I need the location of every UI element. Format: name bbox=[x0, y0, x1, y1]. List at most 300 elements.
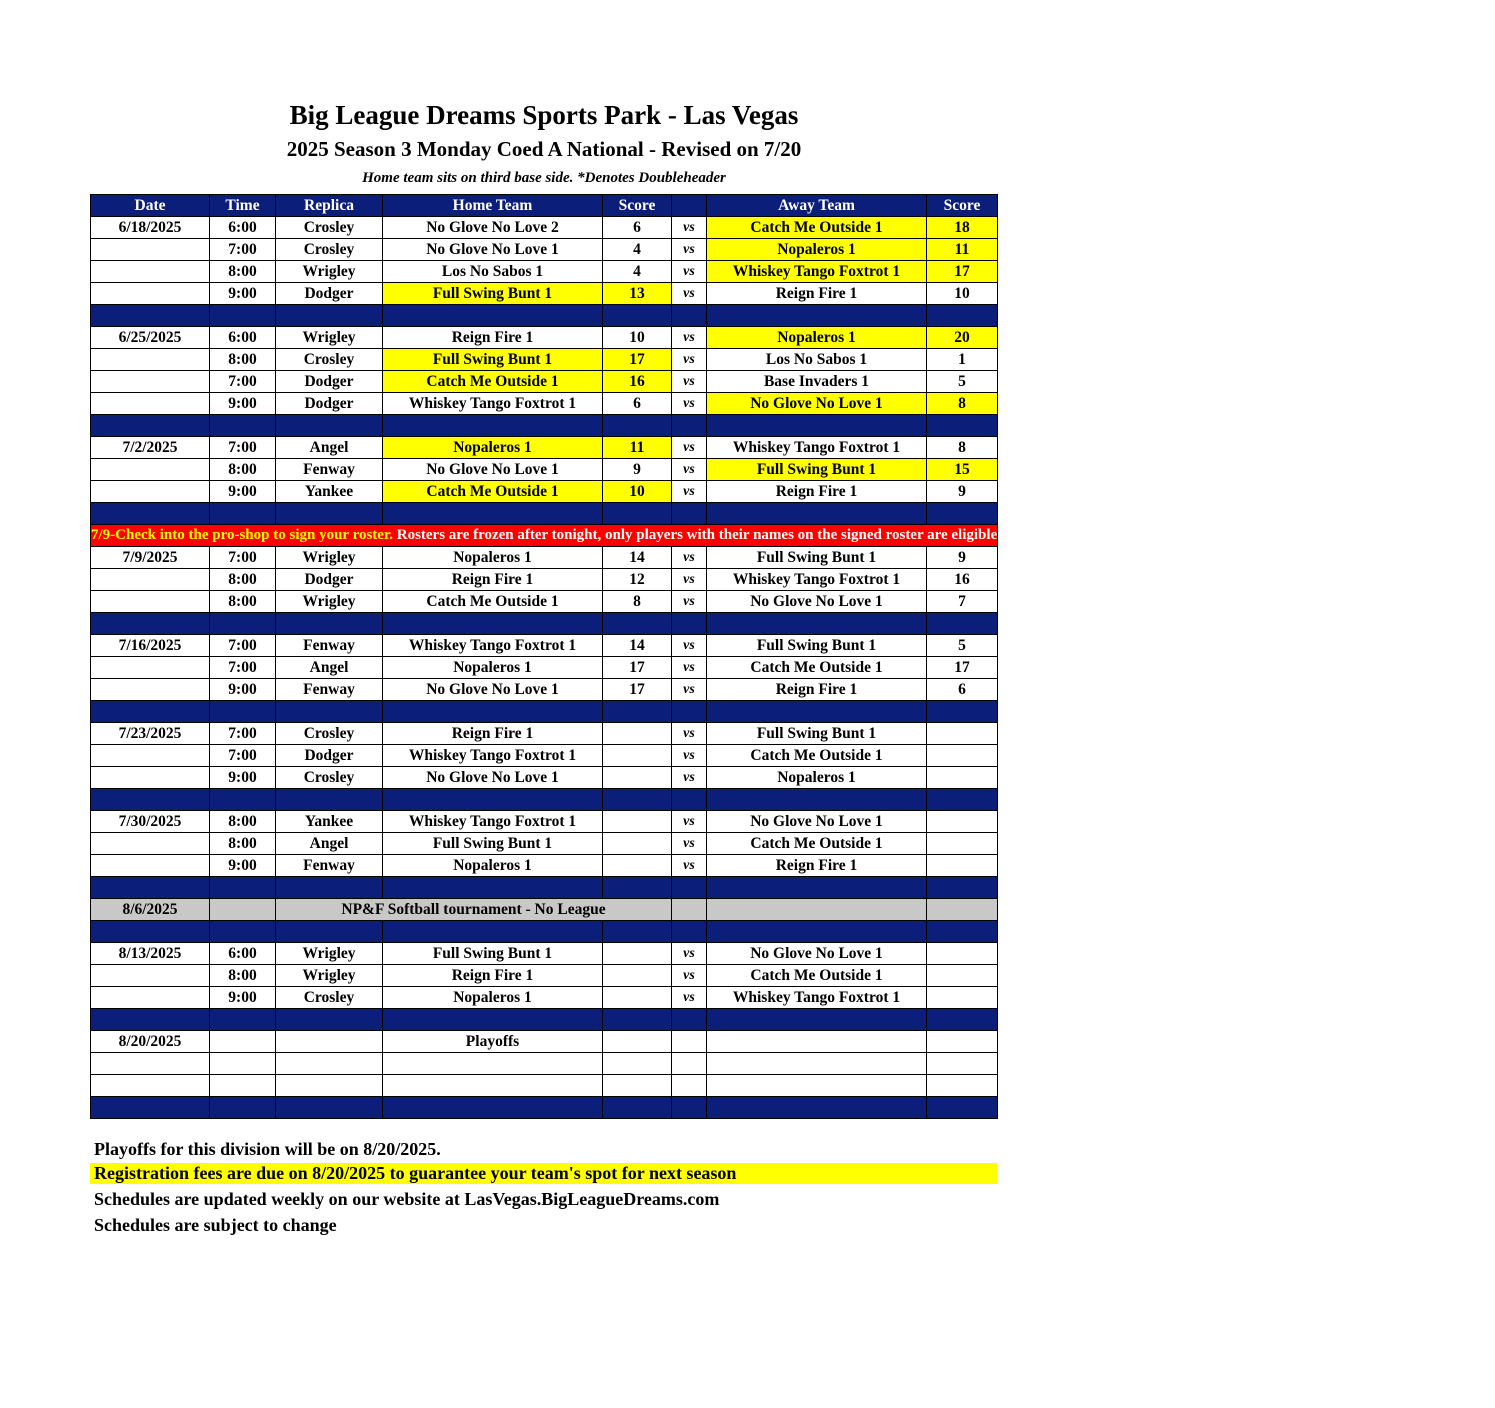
vs-cell: vs bbox=[672, 283, 707, 305]
date-cell: 6/18/2025 bbox=[91, 217, 210, 239]
week-separator bbox=[91, 305, 998, 327]
game-row bbox=[91, 393, 998, 415]
home-score-cell bbox=[603, 855, 672, 877]
change-note: Schedules are subject to change bbox=[94, 1215, 337, 1235]
replica-cell: Angel bbox=[276, 833, 383, 855]
away-team-cell: Catch Me Outside 1 bbox=[707, 745, 927, 767]
vs-cell: vs bbox=[672, 767, 707, 789]
away-score-cell: 6 bbox=[927, 679, 998, 701]
game-row bbox=[91, 1053, 998, 1075]
separator-cell bbox=[210, 1097, 276, 1119]
date-cell: 7/23/2025 bbox=[91, 723, 210, 745]
home-score-cell: 4 bbox=[603, 239, 672, 261]
time-cell: 7:00 bbox=[210, 437, 276, 459]
separator-cell bbox=[707, 877, 927, 899]
replica-cell: Wrigley bbox=[276, 591, 383, 613]
home-team-cell: Nopaleros 1 bbox=[383, 987, 603, 1009]
game-row bbox=[91, 459, 998, 481]
vs-cell: vs bbox=[672, 437, 707, 459]
home-score-cell: 6 bbox=[603, 393, 672, 415]
week-separator bbox=[91, 877, 998, 899]
away-team-cell bbox=[707, 1075, 927, 1097]
separator-cell bbox=[927, 503, 998, 525]
separator-cell bbox=[210, 305, 276, 327]
away-team-cell: No Glove No Love 1 bbox=[707, 943, 927, 965]
registration-note: Registration fees are due on 8/20/2025 to guarantee your team's spot for next season bbox=[90, 1163, 997, 1184]
home-score-cell bbox=[603, 833, 672, 855]
game-row bbox=[91, 767, 998, 789]
away-team-cell: Full Swing Bunt 1 bbox=[707, 547, 927, 569]
col-away-team: Away Team bbox=[707, 195, 927, 217]
vs-cell: vs bbox=[672, 987, 707, 1009]
home-score-cell: 10 bbox=[603, 481, 672, 503]
date-cell bbox=[91, 591, 210, 613]
game-row bbox=[91, 723, 998, 745]
date-cell bbox=[91, 987, 210, 1009]
away-team-cell: Reign Fire 1 bbox=[707, 855, 927, 877]
away-score-cell: 20 bbox=[927, 327, 998, 349]
away-team-cell: Catch Me Outside 1 bbox=[707, 965, 927, 987]
separator-cell bbox=[603, 701, 672, 723]
col-away-score: Score bbox=[927, 195, 998, 217]
vs-cell: vs bbox=[672, 943, 707, 965]
separator-cell bbox=[927, 921, 998, 943]
home-team-cell: Catch Me Outside 1 bbox=[383, 481, 603, 503]
game-row bbox=[91, 217, 998, 239]
game-row bbox=[91, 481, 998, 503]
home-team-cell bbox=[383, 1053, 603, 1075]
playoffs-note: Playoffs for this division will be on 8/20/2025. bbox=[94, 1139, 441, 1159]
separator-cell bbox=[707, 921, 927, 943]
week-separator bbox=[91, 613, 998, 635]
date-cell bbox=[91, 767, 210, 789]
week-separator bbox=[91, 1097, 998, 1119]
away-team-cell: Full Swing Bunt 1 bbox=[707, 459, 927, 481]
separator-cell bbox=[210, 503, 276, 525]
game-row bbox=[91, 679, 998, 701]
separator-cell bbox=[707, 305, 927, 327]
col-date: Date bbox=[91, 195, 210, 217]
home-team-cell: Whiskey Tango Foxtrot 1 bbox=[383, 745, 603, 767]
separator-cell bbox=[210, 701, 276, 723]
home-score-cell: 17 bbox=[603, 349, 672, 371]
away-team-cell: Reign Fire 1 bbox=[707, 283, 927, 305]
separator-cell bbox=[603, 415, 672, 437]
separator-cell bbox=[672, 701, 707, 723]
home-score-cell: 8 bbox=[603, 591, 672, 613]
away-team-cell: Whiskey Tango Foxtrot 1 bbox=[707, 261, 927, 283]
date-cell bbox=[91, 965, 210, 987]
replica-cell: Crosley bbox=[276, 239, 383, 261]
date-cell bbox=[91, 459, 210, 481]
separator-cell bbox=[707, 415, 927, 437]
time-cell: 9:00 bbox=[210, 481, 276, 503]
away-team-cell: Reign Fire 1 bbox=[707, 679, 927, 701]
away-score-cell bbox=[927, 987, 998, 1009]
date-cell bbox=[91, 283, 210, 305]
separator-cell bbox=[672, 415, 707, 437]
replica-cell: Wrigley bbox=[276, 327, 383, 349]
vs-cell: vs bbox=[672, 723, 707, 745]
away-score-cell bbox=[927, 745, 998, 767]
away-team-cell: Los No Sabos 1 bbox=[707, 349, 927, 371]
away-team-cell: No Glove No Love 1 bbox=[707, 811, 927, 833]
col-home-team: Home Team bbox=[383, 195, 603, 217]
vs-cell: vs bbox=[672, 679, 707, 701]
separator-cell bbox=[672, 921, 707, 943]
away-team-cell: No Glove No Love 1 bbox=[707, 591, 927, 613]
away-team-cell: Whiskey Tango Foxtrot 1 bbox=[707, 987, 927, 1009]
away-team-cell: Catch Me Outside 1 bbox=[707, 833, 927, 855]
roster-notice bbox=[91, 525, 1495, 547]
away-score-cell: 10 bbox=[927, 283, 998, 305]
vs-cell: vs bbox=[672, 965, 707, 987]
date-cell bbox=[91, 679, 210, 701]
separator-cell bbox=[383, 1009, 603, 1031]
away-score-cell: 5 bbox=[927, 635, 998, 657]
vs-cell: vs bbox=[672, 481, 707, 503]
game-row bbox=[91, 1031, 998, 1053]
separator-cell bbox=[91, 305, 210, 327]
away-team-cell bbox=[707, 1053, 927, 1075]
home-score-cell: 13 bbox=[603, 283, 672, 305]
time-cell: 9:00 bbox=[210, 679, 276, 701]
vs-cell: vs bbox=[672, 855, 707, 877]
no-league-text: NP&F Softball tournament - No League bbox=[276, 899, 672, 921]
separator-cell bbox=[91, 503, 210, 525]
separator-cell bbox=[91, 1097, 210, 1119]
week-separator bbox=[91, 1009, 998, 1031]
home-team-cell: Full Swing Bunt 1 bbox=[383, 349, 603, 371]
home-team-cell: Reign Fire 1 bbox=[383, 327, 603, 349]
separator-cell bbox=[672, 613, 707, 635]
time-cell: 8:00 bbox=[210, 591, 276, 613]
vs-cell: vs bbox=[672, 371, 707, 393]
separator-cell bbox=[383, 1097, 603, 1119]
home-team-cell: Full Swing Bunt 1 bbox=[383, 943, 603, 965]
vs-cell: vs bbox=[672, 327, 707, 349]
home-team-cell: No Glove No Love 1 bbox=[383, 239, 603, 261]
home-score-cell: 10 bbox=[603, 327, 672, 349]
game-row bbox=[91, 591, 998, 613]
date-cell bbox=[91, 393, 210, 415]
separator-cell bbox=[707, 1009, 927, 1031]
page-title: Big League Dreams Sports Park - Las Vegas bbox=[289, 100, 799, 130]
time-cell: 7:00 bbox=[210, 239, 276, 261]
home-team-cell: Nopaleros 1 bbox=[383, 437, 603, 459]
game-row bbox=[91, 371, 998, 393]
away-score-cell: 15 bbox=[927, 459, 998, 481]
separator-cell bbox=[603, 789, 672, 811]
game-row bbox=[91, 657, 998, 679]
replica-cell: Fenway bbox=[276, 855, 383, 877]
home-team-cell: Nopaleros 1 bbox=[383, 657, 603, 679]
away-score-cell bbox=[927, 833, 998, 855]
vs-cell: vs bbox=[672, 349, 707, 371]
replica-cell: Yankee bbox=[276, 481, 383, 503]
away-team-cell: Nopaleros 1 bbox=[707, 767, 927, 789]
week-separator bbox=[91, 503, 998, 525]
home-team-cell: Whiskey Tango Foxtrot 1 bbox=[383, 393, 603, 415]
away-score-cell: 17 bbox=[927, 261, 998, 283]
date-cell: 8/6/2025 bbox=[91, 899, 210, 921]
away-score-cell: 1 bbox=[927, 349, 998, 371]
replica-cell: Wrigley bbox=[276, 943, 383, 965]
vs-cell: vs bbox=[672, 635, 707, 657]
separator-cell bbox=[672, 877, 707, 899]
home-score-cell: 12 bbox=[603, 569, 672, 591]
home-score-cell bbox=[603, 1031, 672, 1053]
game-row bbox=[91, 327, 998, 349]
replica-cell: Wrigley bbox=[276, 547, 383, 569]
separator-cell bbox=[383, 701, 603, 723]
separator-cell bbox=[927, 789, 998, 811]
empty-cell bbox=[707, 899, 927, 921]
vs-cell: vs bbox=[672, 811, 707, 833]
separator-cell bbox=[707, 701, 927, 723]
home-team-cell: Reign Fire 1 bbox=[383, 965, 603, 987]
vs-cell: vs bbox=[672, 261, 707, 283]
replica-cell: Fenway bbox=[276, 679, 383, 701]
schedule-table bbox=[90, 194, 1495, 1119]
time-cell: 7:00 bbox=[210, 547, 276, 569]
time-cell: 9:00 bbox=[210, 987, 276, 1009]
separator-cell bbox=[210, 921, 276, 943]
separator-cell bbox=[276, 503, 383, 525]
home-score-cell bbox=[603, 965, 672, 987]
replica-cell: Dodger bbox=[276, 371, 383, 393]
home-team-cell: Catch Me Outside 1 bbox=[383, 371, 603, 393]
replica-cell: Crosley bbox=[276, 217, 383, 239]
separator-cell bbox=[603, 305, 672, 327]
week-separator bbox=[91, 789, 998, 811]
separator-cell bbox=[383, 921, 603, 943]
home-score-cell: 17 bbox=[603, 679, 672, 701]
separator-cell bbox=[91, 921, 210, 943]
separator-cell bbox=[707, 503, 927, 525]
separator-cell bbox=[603, 921, 672, 943]
time-cell: 8:00 bbox=[210, 349, 276, 371]
separator-cell bbox=[383, 877, 603, 899]
away-score-cell bbox=[927, 855, 998, 877]
replica-cell: Dodger bbox=[276, 745, 383, 767]
no-league-row bbox=[91, 899, 998, 921]
game-row bbox=[91, 833, 998, 855]
separator-cell bbox=[91, 415, 210, 437]
separator-cell bbox=[276, 701, 383, 723]
date-cell: 7/9/2025 bbox=[91, 547, 210, 569]
vs-cell bbox=[672, 1075, 707, 1097]
time-cell: 6:00 bbox=[210, 327, 276, 349]
time-cell bbox=[210, 1075, 276, 1097]
date-cell bbox=[91, 239, 210, 261]
col-replica: Replica bbox=[276, 195, 383, 217]
replica-cell: Fenway bbox=[276, 459, 383, 481]
date-cell: 7/16/2025 bbox=[91, 635, 210, 657]
time-cell: 6:00 bbox=[210, 943, 276, 965]
separator-cell bbox=[672, 503, 707, 525]
time-cell: 8:00 bbox=[210, 833, 276, 855]
time-cell: 8:00 bbox=[210, 965, 276, 987]
separator-cell bbox=[927, 305, 998, 327]
game-row bbox=[91, 437, 998, 459]
date-cell bbox=[91, 481, 210, 503]
date-cell bbox=[91, 1075, 210, 1097]
separator-cell bbox=[91, 877, 210, 899]
away-team-cell: Catch Me Outside 1 bbox=[707, 657, 927, 679]
time-cell: 8:00 bbox=[210, 569, 276, 591]
date-cell bbox=[91, 1053, 210, 1075]
home-team-cell: Whiskey Tango Foxtrot 1 bbox=[383, 811, 603, 833]
away-team-cell: Reign Fire 1 bbox=[707, 481, 927, 503]
home-team-cell: Full Swing Bunt 1 bbox=[383, 833, 603, 855]
separator-cell bbox=[672, 1009, 707, 1031]
replica-cell bbox=[276, 1075, 383, 1097]
date-cell bbox=[91, 261, 210, 283]
home-score-cell: 11 bbox=[603, 437, 672, 459]
home-team-cell: Playoffs bbox=[383, 1031, 603, 1053]
separator-cell bbox=[603, 503, 672, 525]
separator-cell bbox=[276, 789, 383, 811]
time-cell: 7:00 bbox=[210, 371, 276, 393]
home-score-cell bbox=[603, 943, 672, 965]
away-team-cell: Nopaleros 1 bbox=[707, 239, 927, 261]
home-team-cell: Full Swing Bunt 1 bbox=[383, 283, 603, 305]
vs-cell bbox=[672, 1053, 707, 1075]
away-score-cell: 8 bbox=[927, 393, 998, 415]
away-score-cell bbox=[927, 1053, 998, 1075]
replica-cell: Dodger bbox=[276, 393, 383, 415]
separator-cell bbox=[707, 789, 927, 811]
replica-cell: Crosley bbox=[276, 349, 383, 371]
away-score-cell: 9 bbox=[927, 481, 998, 503]
date-cell bbox=[91, 833, 210, 855]
home-team-cell: Whiskey Tango Foxtrot 1 bbox=[383, 635, 603, 657]
separator-cell bbox=[672, 1097, 707, 1119]
game-row bbox=[91, 987, 998, 1009]
col-vs bbox=[672, 195, 707, 217]
time-cell: 8:00 bbox=[210, 459, 276, 481]
separator-cell bbox=[707, 613, 927, 635]
home-score-cell bbox=[603, 723, 672, 745]
away-score-cell bbox=[927, 965, 998, 987]
separator-cell bbox=[707, 1097, 927, 1119]
replica-cell: Crosley bbox=[276, 987, 383, 1009]
time-cell bbox=[210, 1053, 276, 1075]
replica-cell: Angel bbox=[276, 657, 383, 679]
home-score-cell: 16 bbox=[603, 371, 672, 393]
separator-cell bbox=[91, 1009, 210, 1031]
replica-cell: Dodger bbox=[276, 569, 383, 591]
separator-cell bbox=[91, 613, 210, 635]
separator-cell bbox=[927, 877, 998, 899]
home-team-cell: No Glove No Love 1 bbox=[383, 459, 603, 481]
away-score-cell bbox=[927, 811, 998, 833]
separator-cell bbox=[927, 701, 998, 723]
separator-cell bbox=[276, 921, 383, 943]
away-score-cell: 7 bbox=[927, 591, 998, 613]
date-cell bbox=[91, 657, 210, 679]
week-separator bbox=[91, 701, 998, 723]
time-cell: 7:00 bbox=[210, 745, 276, 767]
separator-cell bbox=[276, 877, 383, 899]
away-score-cell bbox=[927, 723, 998, 745]
game-row bbox=[91, 943, 998, 965]
header-row bbox=[91, 195, 998, 217]
home-score-cell bbox=[603, 767, 672, 789]
vs-cell: vs bbox=[672, 217, 707, 239]
game-row bbox=[91, 283, 998, 305]
date-cell bbox=[91, 745, 210, 767]
page-subtitle: 2025 Season 3 Monday Coed A National - Revised on 7/20 bbox=[286, 137, 802, 161]
time-cell: 7:00 bbox=[210, 657, 276, 679]
replica-cell: Yankee bbox=[276, 811, 383, 833]
away-team-cell: Full Swing Bunt 1 bbox=[707, 635, 927, 657]
away-team-cell: Whiskey Tango Foxtrot 1 bbox=[707, 437, 927, 459]
vs-cell: vs bbox=[672, 569, 707, 591]
week-separator bbox=[91, 415, 998, 437]
separator-cell bbox=[210, 789, 276, 811]
time-cell: 7:00 bbox=[210, 723, 276, 745]
vs-cell: vs bbox=[672, 745, 707, 767]
separator-cell bbox=[927, 613, 998, 635]
vs-cell bbox=[672, 1031, 707, 1053]
home-score-cell: 17 bbox=[603, 657, 672, 679]
roster-notice-text: Rosters are frozen after tonight, only players with their names on the signed roster are eligible for playoffs. Please check carefully as changes will not be made for omissions. bbox=[392, 527, 1495, 543]
away-score-cell: 17 bbox=[927, 657, 998, 679]
away-score-cell bbox=[927, 1075, 998, 1097]
home-score-cell: 14 bbox=[603, 635, 672, 657]
home-team-cell: No Glove No Love 1 bbox=[383, 679, 603, 701]
separator-cell bbox=[383, 503, 603, 525]
replica-cell bbox=[276, 1053, 383, 1075]
away-score-cell: 11 bbox=[927, 239, 998, 261]
game-row bbox=[91, 239, 998, 261]
home-score-cell: 14 bbox=[603, 547, 672, 569]
separator-cell bbox=[210, 1009, 276, 1031]
replica-cell: Fenway bbox=[276, 635, 383, 657]
away-score-cell: 5 bbox=[927, 371, 998, 393]
roster-notice-row bbox=[91, 525, 998, 547]
away-team-cell: Catch Me Outside 1 bbox=[707, 217, 927, 239]
game-row bbox=[91, 965, 998, 987]
separator-cell bbox=[603, 1097, 672, 1119]
replica-cell: Angel bbox=[276, 437, 383, 459]
replica-cell: Wrigley bbox=[276, 261, 383, 283]
separator-cell bbox=[603, 613, 672, 635]
date-cell: 6/25/2025 bbox=[91, 327, 210, 349]
separator-cell bbox=[210, 613, 276, 635]
away-team-cell: Base Invaders 1 bbox=[707, 371, 927, 393]
game-row bbox=[91, 811, 998, 833]
home-score-cell bbox=[603, 811, 672, 833]
separator-cell bbox=[672, 305, 707, 327]
date-cell: 7/30/2025 bbox=[91, 811, 210, 833]
col-home-score: Score bbox=[603, 195, 672, 217]
game-row bbox=[91, 635, 998, 657]
game-row bbox=[91, 1075, 998, 1097]
week-separator bbox=[91, 921, 998, 943]
home-score-cell bbox=[603, 987, 672, 1009]
replica-cell: Crosley bbox=[276, 767, 383, 789]
separator-cell bbox=[383, 415, 603, 437]
time-cell: 9:00 bbox=[210, 283, 276, 305]
away-score-cell: 8 bbox=[927, 437, 998, 459]
vs-cell: vs bbox=[672, 393, 707, 415]
time-cell: 9:00 bbox=[210, 855, 276, 877]
time-cell: 7:00 bbox=[210, 635, 276, 657]
roster-notice-lead: 7/9-Check into the pro-shop to sign your roster. bbox=[91, 527, 393, 543]
